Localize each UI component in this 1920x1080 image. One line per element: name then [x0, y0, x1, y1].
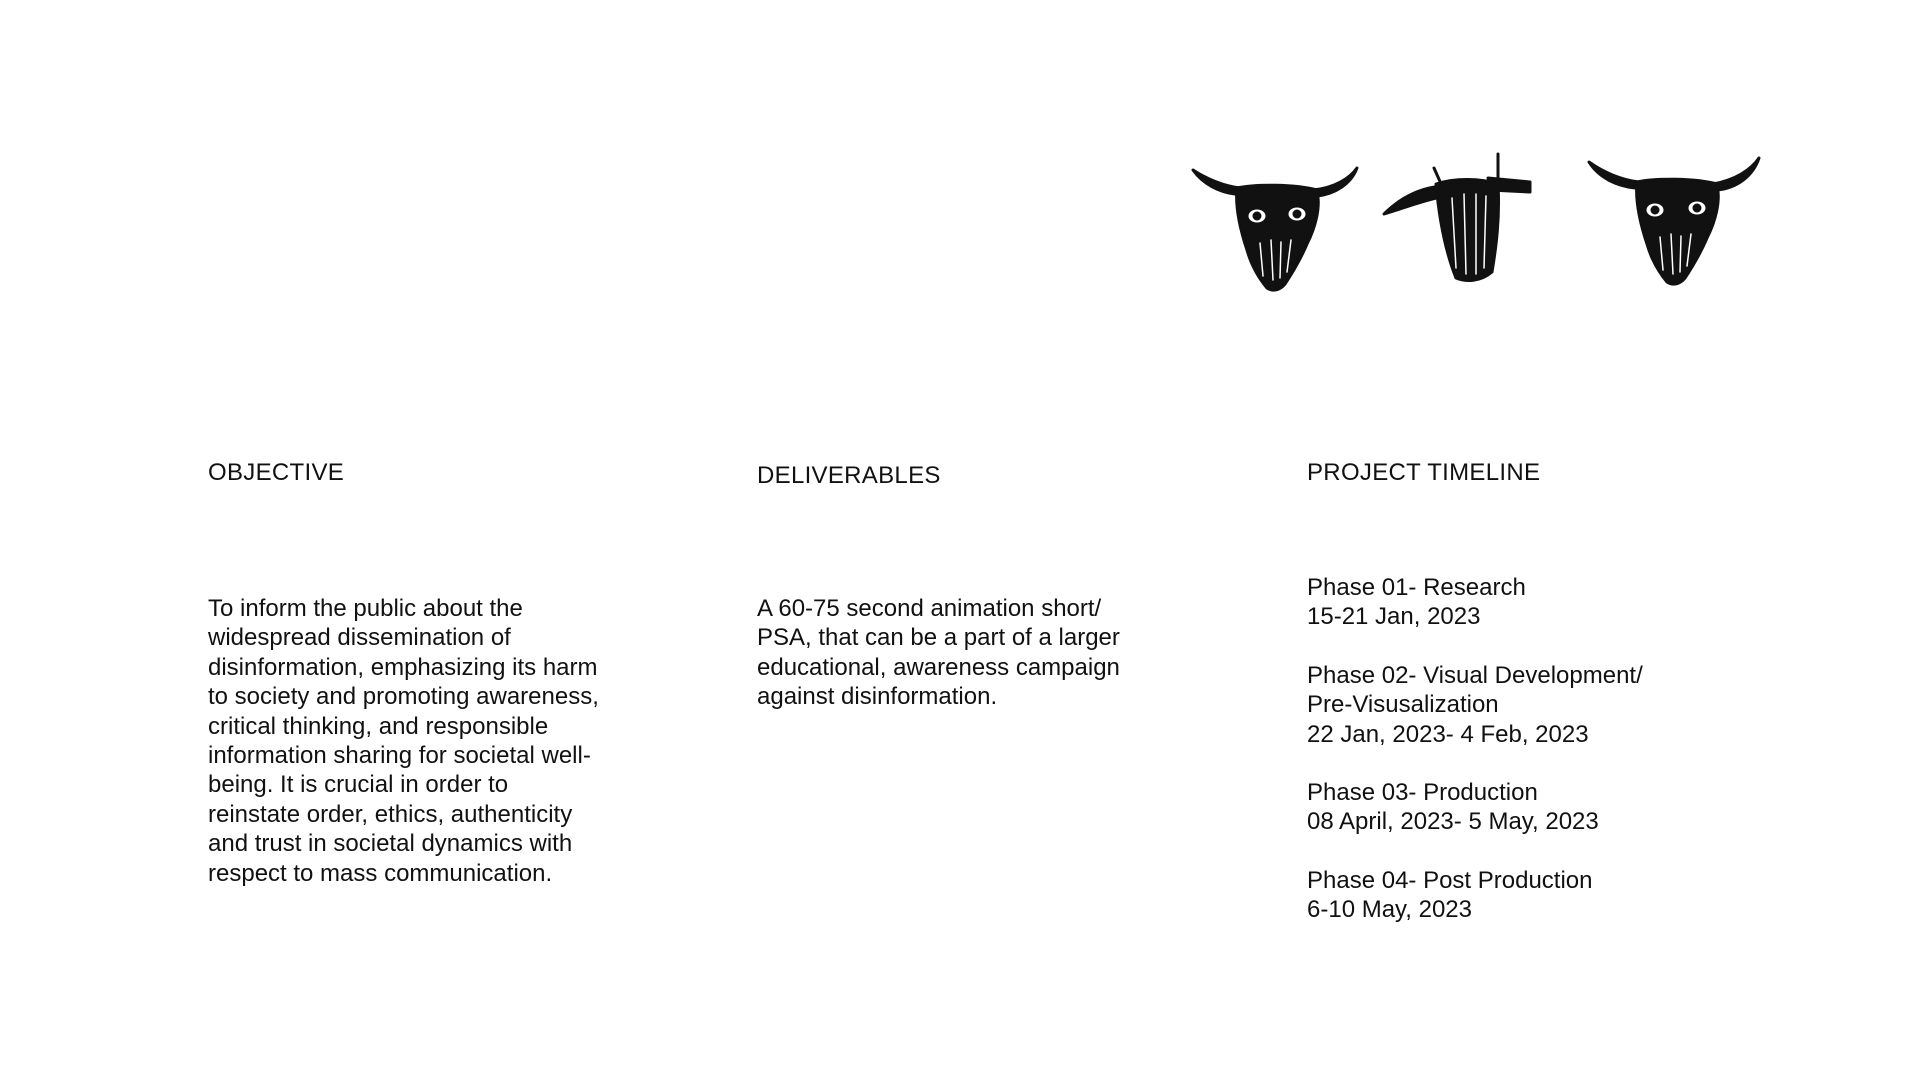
timeline-phase: [1307, 866, 1827, 925]
deliverables-heading: DELIVERABLES: [757, 462, 941, 489]
bull-head-sketch-icon: [1589, 158, 1759, 284]
objective-heading: OBJECTIVE: [208, 459, 345, 486]
phase-name: Phase 02- Visual Development/ Pre-Visusalization: [1307, 661, 1643, 719]
phase-dates: 15-21 Jan, 2023: [1307, 603, 1481, 631]
phase-dates: 6-10 May, 2023: [1307, 896, 1472, 924]
phase-name: Phase 01- Research: [1307, 574, 1526, 601]
phase-name: Phase 03- Production: [1307, 779, 1538, 807]
phase-dates: 08 April, 2023- 5 May, 2023: [1307, 808, 1599, 836]
project-timeline-heading: PROJECT TIMELINE: [1307, 459, 1541, 486]
bull-head-side-sketch-icon: [1384, 154, 1530, 280]
bull-heads-illustration: [1185, 148, 1765, 298]
phase-name: Phase 04- Post Production: [1307, 866, 1593, 894]
bull-head-sketch-icon: [1193, 168, 1357, 290]
timeline-phase: [1307, 661, 1827, 749]
objective-text: To inform the public about the widespread dissemination of disinformation, emphasizing its harm to society and promoting awareness, critical thinking, and responsible information sharing for societal well- being. It is crucial in order to reinstate order, ethics, authenticity and trust in societal dynamics with respect to mass communication.: [208, 595, 599, 887]
timeline-phase: [1307, 778, 1827, 837]
phase-dates: 22 Jan, 2023- 4 Feb, 2023: [1307, 720, 1589, 748]
timeline-list: [1307, 573, 1827, 954]
deliverables-text: A 60-75 second animation short/ PSA, that can be a part of a larger educational, awareness campaign against disinformation.: [757, 595, 1120, 711]
timeline-phase: [1307, 573, 1827, 632]
